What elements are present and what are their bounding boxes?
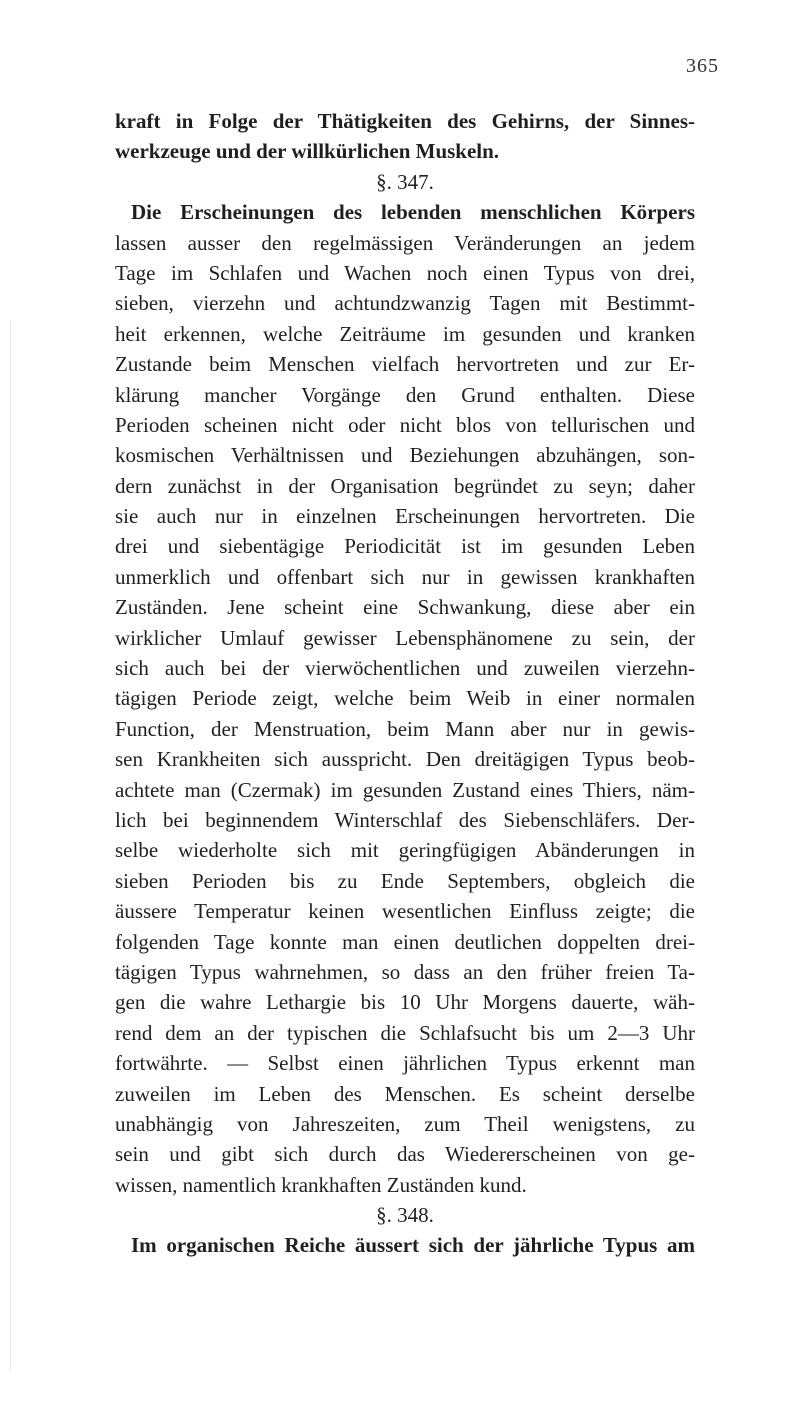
text-line: Tage im Schlafen und Wachen noch einen Typus von drei, — [115, 260, 695, 285]
text-line: sieben Perioden bis zu Ende Septembers, obgleich die — [115, 868, 695, 893]
text-line: wissen, namentlich krankhaften Zuständen kund. — [115, 1172, 527, 1197]
text-line: lassen ausser den regelmässigen Veränderungen an jedem — [115, 230, 695, 255]
text-line: Die Erscheinungen des lebenden menschlichen Körpers — [131, 200, 695, 225]
text-line: wirklicher Umlauf gewisser Lebensphänomene zu sein, der — [115, 625, 695, 650]
text-line: werkzeuge und der willkürlichen Muskeln. — [115, 139, 500, 164]
text-line: sieben, vierzehn und achtundzwanzig Tagen mit Bestimmt- — [115, 291, 695, 316]
text-line: kraft in Folge der Thätigkeiten des Gehirns, der Sinnes- — [115, 109, 695, 133]
section-heading-348: §. 348. — [376, 1203, 434, 1228]
text-line: gen die wahre Lethargie bis 10 Uhr Morgens dauerte, wäh- — [115, 990, 695, 1015]
text-line: drei und siebentägige Periodicität ist im gesunden Leben — [115, 534, 695, 559]
text-line: Perioden scheinen nicht oder nicht blos von tellurischen und — [115, 412, 695, 437]
text-line: folgenden Tage konnte man einen deutlichen doppelten drei- — [115, 929, 695, 954]
text-line: zuweilen im Leben des Menschen. Es scheint derselbe — [115, 1081, 695, 1106]
text-line: tägigen Typus wahrnehmen, so dass an den früher freien Ta- — [115, 959, 695, 984]
text-line: heit erkennen, welche Zeiträume im gesunden und kranken — [115, 321, 695, 346]
text-line: sich auch bei der vierwöchentlichen und zuweilen vierzehn- — [115, 656, 695, 681]
text-line: rend dem an der typischen die Schlafsucht bis um 2—3 Uhr — [115, 1020, 695, 1045]
text-line: fortwährte. — Selbst einen jährlichen Typus erkennt man — [115, 1051, 695, 1076]
text-line: tägigen Periode zeigt, welche beim Weib in einer normalen — [115, 686, 695, 711]
text-line: unabhängig von Jahreszeiten, zum Theil wenigstens, zu — [115, 1111, 695, 1136]
text-line: Zustande beim Menschen vielfach hervortreten und zur Er- — [115, 352, 695, 377]
page-number: 365 — [686, 55, 719, 77]
text-line: selbe wiederholte sich mit geringfügigen Abänderungen in — [115, 838, 695, 863]
text-line: Function, der Menstruation, beim Mann aber nur in gewis- — [115, 716, 695, 741]
text-line: Zuständen. Jene scheint eine Schwankung, diese aber ein — [115, 595, 695, 620]
text-line: klärung mancher Vorgänge den Grund enthalten. Diese — [115, 382, 695, 407]
text-line: kosmischen Verhältnissen und Beziehungen abzuhängen, son- — [115, 443, 695, 468]
text-line: achtete man (Czermak) im gesunden Zustand eines Thiers, näm- — [115, 777, 695, 802]
text-line: dern zunächst in der Organisation begründet zu seyn; daher — [115, 473, 695, 498]
text-line: sie auch nur in einzelnen Erscheinungen hervortreten. Die — [115, 504, 695, 529]
page-edge-line — [10, 320, 11, 1370]
text-line: sen Krankheiten sich ausspricht. Den dreitägigen Typus beob- — [115, 747, 695, 772]
text-line: sein und gibt sich durch das Wiedererscheinen von ge- — [115, 1142, 695, 1167]
text-line: Im organischen Reiche äussert sich der jährliche Typus am — [131, 1233, 695, 1258]
text-line: unmerklich und offenbart sich nur in gewissen krankhaften — [115, 564, 695, 589]
section-heading-347: §. 347. — [376, 169, 434, 194]
text-line: äussere Temperatur keinen wesentlichen Einfluss zeigte; die — [115, 899, 695, 924]
body-text — [115, 106, 695, 1261]
text-line: lich bei beginnendem Winterschlaf des Siebenschläfers. Der- — [115, 807, 695, 832]
